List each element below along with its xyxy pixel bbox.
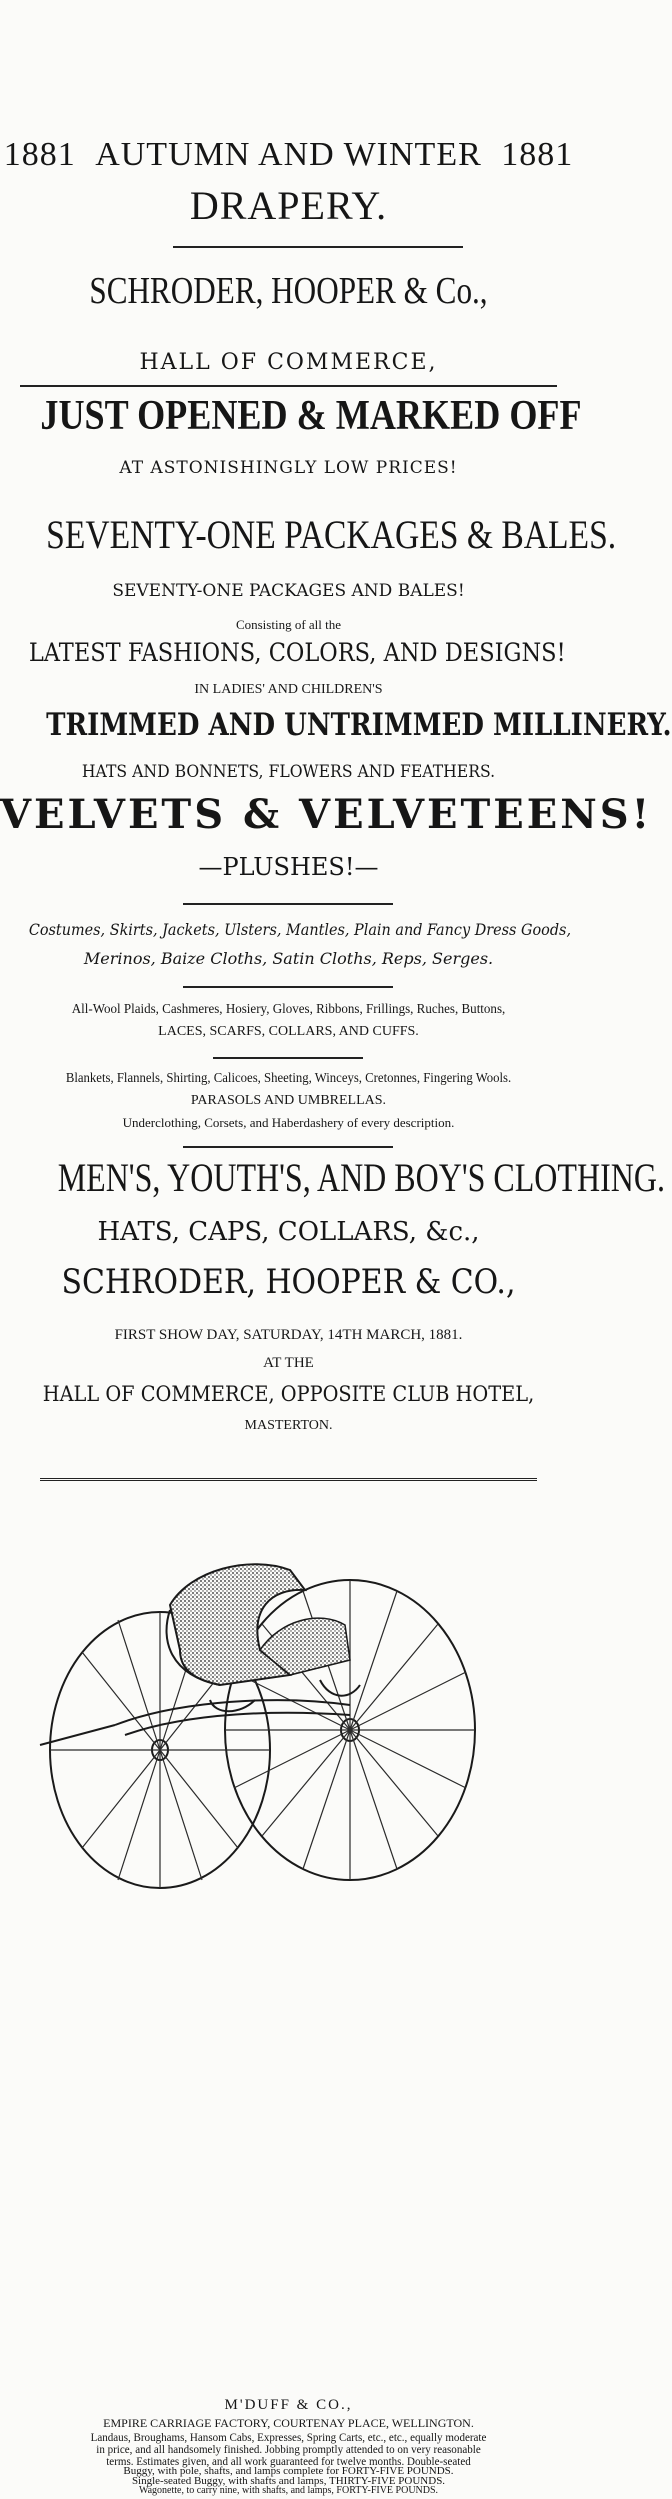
mduff-firm: M'DUFF & CO., [224,2397,353,2413]
firm-name: SCHRODER, HOOPER & Co., [89,270,488,312]
carriage-body-2: in price, and all handsomely finished. Jobbing promptly attended to on very reasonable [96,2442,481,2456]
goods-italic-line-2: Merinos, Baize Cloths, Satin Cloths, Reps, Serges. [83,949,494,968]
plushes-line: —PLUSHES!— [198,853,379,881]
ladies-children-line: IN LADIES' AND CHILDREN'S [194,682,383,697]
divider [183,986,393,988]
consisting-line: Consisting of all the [235,617,342,632]
velvets-headline: VELVETS & VELVETEENS! [0,791,653,838]
clothing-headline: MEN'S, YOUTH'S, AND BOY'S CLOTHING. [57,1155,665,1200]
caps-collars-line: HATS, CAPS, COLLARS, &c., [97,1217,480,1247]
wool-line-2: LACES, SCARFS, COLLARS, AND CUFFS. [158,1024,419,1039]
fashions-line: LATEST FASHIONS, COLORS, AND DESIGNS! [28,638,566,667]
carriage-body-3: terms. Estimates given, and all work guaranteed for twelve months. Double-seated [106,2454,471,2468]
divider [183,903,393,905]
millinery-headline: TRIMMED AND UNTRIMMED MILLINERY. [46,707,672,743]
firm-premises: HALL OF COMMERCE, [139,350,438,375]
year-right: 1881 [501,136,574,173]
packages-repeat: SEVENTY-ONE PACKAGES AND BALES! [112,581,465,601]
wool-line-1: All-Wool Plaids, Cashmeres, Hosiery, Gloves, Ribbons, Frillings, Ruches, Buttons, [71,1002,506,1017]
blankets-line-2: PARASOLS AND UMBRELLAS. [190,1093,387,1108]
first-show-day: FIRST SHOW DAY, SATURDAY, 14TH MARCH, 1881. [114,1327,463,1343]
masterton-line: MASTERTON. [244,1418,333,1433]
low-prices-line: AT ASTONISHINGLY LOW PRICES! [119,458,458,478]
firm-name-repeat: SCHRODER, HOOPER & CO., [61,1262,516,1302]
drapery-title: DRAPERY. [189,183,388,228]
buggy-carriage-illustration [20,1500,557,1940]
packages-headline: SEVENTY-ONE PACKAGES & BALES. [46,512,617,557]
goods-italic-line-1: Costumes, Skirts, Jackets, Ulsters, Mantles, Plain and Fancy Dress Goods, [28,920,572,939]
hall-opposite-hotel: HALL OF COMMERCE, OPPOSITE CLUB HOTEL, [42,1382,535,1406]
divider [173,246,463,248]
carriage-body-6: Wagonette, to carry nine, with shafts, and lamps, FORTY-FIVE POUNDS. [138,2485,439,2496]
section-divider [40,1478,537,1481]
divider [20,385,557,387]
carriage-body-5: Single-seated Buggy, with shafts and lamps, THIRTY-FIVE POUNDS. [131,2475,446,2487]
carriage-body-4: Buggy, with pole, shafts, and lamps complete for FORTY-FIVE POUNDS. [123,2465,454,2477]
blankets-line-1: Blankets, Flannels, Shirting, Calicoes, Sheeting, Winceys, Cretonnes, Fingering Wools. [65,1071,512,1086]
carriage-body-1: Landaus, Broughams, Hansom Cabs, Expresses, Spring Carts, etc., etc., equally moderate [90,2430,487,2444]
carriage-factory-line: EMPIRE CARRIAGE FACTORY, COURTENAY PLACE, WELLINGTON. [103,2416,474,2430]
divider [213,1057,363,1059]
season-line: AUTUMN AND WINTER [95,136,482,173]
at-the-line: AT THE [263,1355,314,1371]
just-opened-headline: JUST OPENED & MARKED OFF [40,393,582,439]
hats-bonnets-line: HATS AND BONNETS, FLOWERS AND FEATHERS. [81,762,496,782]
blankets-line-3: Underclothing, Corsets, and Haberdashery of every description. [122,1115,455,1130]
year-left: 1881 [3,136,76,173]
divider [183,1146,393,1148]
season-heading [0,138,577,172]
